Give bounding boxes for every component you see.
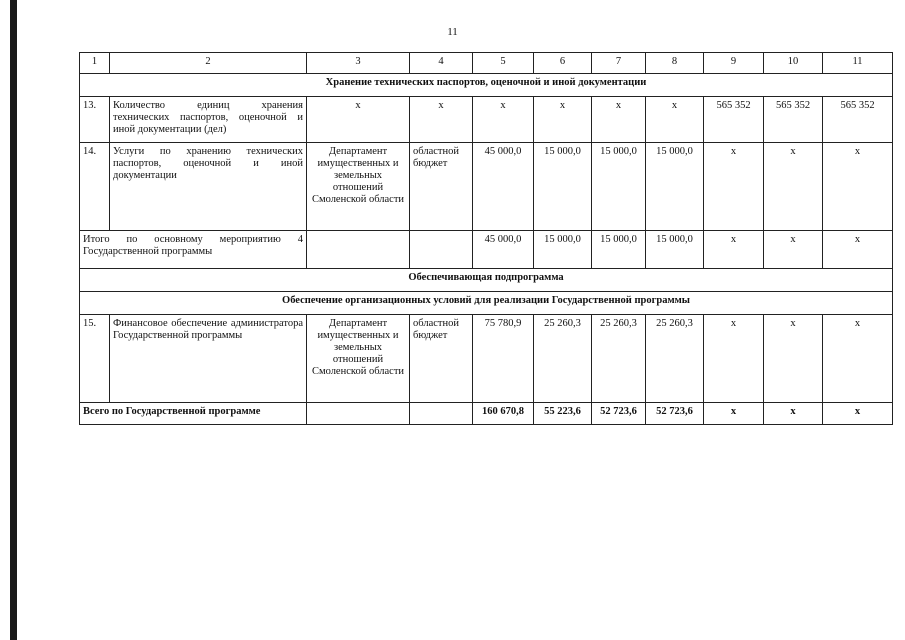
funding-source: областной бюджет xyxy=(410,143,473,231)
table-header-row xyxy=(80,53,893,74)
section-title-org: Обеспечение организационных условий для реализации Государственной программы xyxy=(80,292,893,315)
cell: 565 352 xyxy=(823,97,893,143)
cell: х xyxy=(473,97,534,143)
subtotal-label: Итого по основному мероприятию 4 Государственной программы xyxy=(80,231,307,269)
cell: х xyxy=(704,315,764,403)
section-row xyxy=(80,292,893,315)
cell: х xyxy=(823,143,893,231)
section-title-support: Обеспечивающая подпрограмма xyxy=(80,269,893,292)
cell: х xyxy=(307,97,410,143)
header-cell: 8 xyxy=(646,53,704,74)
header-cell: 7 xyxy=(592,53,646,74)
cell: х xyxy=(823,315,893,403)
executor: Департамент имущественных и земельных отношений Смоленской области xyxy=(307,143,410,231)
cell: 160 670,8 xyxy=(473,403,534,425)
cell: х xyxy=(704,403,764,425)
scan-edge-bar xyxy=(10,0,17,640)
cell: х xyxy=(764,231,823,269)
cell: 15 000,0 xyxy=(646,143,704,231)
table-row xyxy=(80,315,893,403)
row-name: Услуги по хранению технических паспортов, оценочной и иной документации xyxy=(110,143,307,231)
cell: 25 260,3 xyxy=(534,315,592,403)
header-cell: 6 xyxy=(534,53,592,74)
cell: 15 000,0 xyxy=(592,231,646,269)
total-label: Всего по Государственной программе xyxy=(80,403,307,425)
cell: 52 723,6 xyxy=(646,403,704,425)
cell: 15 000,0 xyxy=(646,231,704,269)
subtotal-row xyxy=(80,231,893,269)
header-cell: 5 xyxy=(473,53,534,74)
table-row xyxy=(80,143,893,231)
cell: 45 000,0 xyxy=(473,143,534,231)
cell: х xyxy=(410,97,473,143)
header-cell: 9 xyxy=(704,53,764,74)
section-row xyxy=(80,74,893,97)
cell: 25 260,3 xyxy=(592,315,646,403)
cell xyxy=(410,403,473,425)
header-cell: 2 xyxy=(110,53,307,74)
cell xyxy=(307,403,410,425)
header-cell: 11 xyxy=(823,53,893,74)
cell: 565 352 xyxy=(704,97,764,143)
cell: х xyxy=(646,97,704,143)
table-row xyxy=(80,97,893,143)
page-number: 11 xyxy=(447,26,458,38)
cell: х xyxy=(764,143,823,231)
cell: х xyxy=(592,97,646,143)
header-cell: 4 xyxy=(410,53,473,74)
cell: х xyxy=(823,231,893,269)
header-cell: 3 xyxy=(307,53,410,74)
section-title-storage: Хранение технических паспортов, оценочной и иной документации xyxy=(80,74,893,97)
row-number: 13. xyxy=(80,97,110,143)
row-name: Финансовое обеспечение администратора Государственной программы xyxy=(110,315,307,403)
cell: 45 000,0 xyxy=(473,231,534,269)
cell: 55 223,6 xyxy=(534,403,592,425)
cell: 25 260,3 xyxy=(646,315,704,403)
row-name: Количество единиц хранения технических паспортов, оценочной и иной документации (дел) xyxy=(110,97,307,143)
cell: 75 780,9 xyxy=(473,315,534,403)
cell: 15 000,0 xyxy=(534,143,592,231)
cell xyxy=(307,231,410,269)
cell: 15 000,0 xyxy=(592,143,646,231)
row-number: 15. xyxy=(80,315,110,403)
executor: Департамент имущественных и земельных отношений Смоленской области xyxy=(307,315,410,403)
header-cell: 1 xyxy=(80,53,110,74)
cell: х xyxy=(823,403,893,425)
cell: 52 723,6 xyxy=(592,403,646,425)
header-cell: 10 xyxy=(764,53,823,74)
funding-source: областной бюджет xyxy=(410,315,473,403)
cell xyxy=(410,231,473,269)
cell: х xyxy=(534,97,592,143)
cell: х xyxy=(764,315,823,403)
row-number: 14. xyxy=(80,143,110,231)
program-table xyxy=(79,52,893,425)
cell: х xyxy=(764,403,823,425)
section-row xyxy=(80,269,893,292)
cell: х xyxy=(704,143,764,231)
cell: 565 352 xyxy=(764,97,823,143)
cell: х xyxy=(704,231,764,269)
cell: 15 000,0 xyxy=(534,231,592,269)
total-row xyxy=(80,403,893,425)
